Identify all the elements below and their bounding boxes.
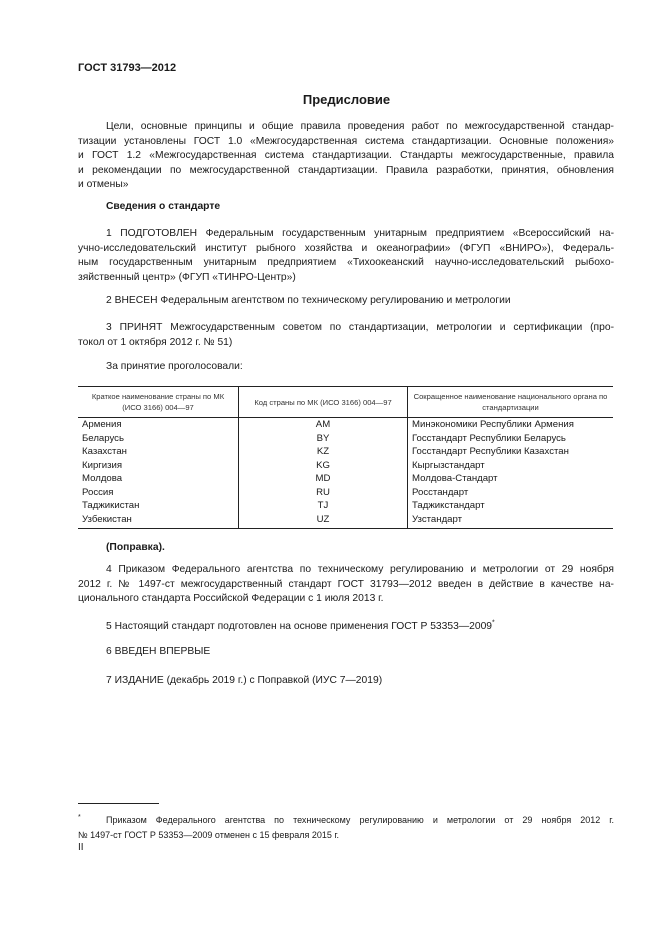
column-header-code: Код страны по МК (ИСО 3166) 004—97 bbox=[239, 387, 408, 418]
table-row bbox=[78, 486, 613, 500]
code-cell: MD bbox=[239, 472, 408, 486]
item-6-paragraph: 6 ВВЕДЕН ВПЕРВЫЕ bbox=[106, 646, 211, 657]
body-cell: Молдова-Стандарт bbox=[412, 473, 498, 484]
country-cell: Узбекистан bbox=[78, 513, 239, 529]
table-row bbox=[78, 499, 613, 513]
table-header-row bbox=[78, 387, 613, 418]
table-row bbox=[78, 432, 613, 446]
footnote-line: * Приказом Федерального агентства по техническому регулированию и метрологии от 29 ноября 2012 г. bbox=[78, 814, 614, 825]
intro-line: и рекомендации по межгосударственной стандартизации. Правила разработки, принятия, обновления bbox=[78, 164, 614, 176]
page-title: Предисловие bbox=[302, 92, 391, 107]
code-cell: AM bbox=[239, 418, 408, 432]
body-cell: Кыргызстандарт bbox=[412, 459, 485, 471]
column-header-country: Краткое наименование страны по МК (ИСО 3166) 004—97 bbox=[78, 387, 239, 418]
page-number: II bbox=[78, 842, 84, 853]
body-cell: Минэкономики Республики Армения bbox=[412, 419, 574, 430]
table-row bbox=[78, 445, 613, 459]
item-3-line: токол от 1 октября 2012 г. № 51) bbox=[78, 336, 233, 348]
item-7-paragraph: 7 ИЗДАНИЕ (декабрь 2019 г.) с Поправкой (ИУС 7—2019) bbox=[106, 675, 383, 686]
table-row bbox=[78, 513, 613, 529]
country-cell: Молдова bbox=[82, 473, 123, 484]
item-4-line: ционального стандарта Российской Федерации с 1 июля 2013 г. bbox=[78, 593, 384, 605]
voted-label: За принятие проголосовали: bbox=[106, 361, 243, 372]
item-1-line: ным государственным унитарным предприятием «Тихоокеанский научно-исследовательский рыбохо- bbox=[78, 257, 614, 269]
footnote-separator bbox=[78, 803, 159, 804]
item-1-line: зяйственный центр» (ФГУП «ТИНРО-Центр») bbox=[78, 271, 296, 283]
code-cell: TJ bbox=[239, 499, 408, 513]
item-1-paragraph bbox=[78, 227, 614, 285]
item-2-paragraph: 2 ВНЕСЕН Федеральным агентством по техническому регулированию и метрологии bbox=[106, 295, 511, 306]
country-cell: Казахстан bbox=[82, 446, 127, 457]
footnote-reference-mark: * bbox=[492, 619, 495, 627]
body-cell: Госстандарт Республики Беларусь bbox=[412, 432, 566, 444]
intro-line: Цели, основные принципы и общие правила проведения работ по межгосударственной стандар- bbox=[106, 121, 614, 132]
item-4-paragraph bbox=[78, 563, 614, 607]
item-1-line: 1 ПОДГОТОВЛЕН Федеральным государственным унитарным предприятием «Всероссийский на- bbox=[106, 228, 614, 239]
country-cell: Беларусь bbox=[82, 432, 124, 444]
body-cell: Узстандарт bbox=[408, 513, 614, 529]
table-row bbox=[78, 472, 613, 486]
body-cell: Госстандарт Республики Казахстан bbox=[412, 446, 569, 457]
code-cell: RU bbox=[239, 486, 408, 500]
voting-countries-table bbox=[78, 386, 613, 529]
country-cell: Киргизия bbox=[82, 459, 123, 471]
code-cell: UZ bbox=[239, 513, 408, 529]
code-cell: KG bbox=[239, 459, 408, 473]
item-3-line: 3 ПРИНЯТ Межгосударственным советом по стандартизации, метрологии и сертификации (про- bbox=[106, 322, 614, 333]
table-row bbox=[78, 459, 613, 473]
country-cell: Россия bbox=[82, 486, 114, 498]
item-5-paragraph: 5 Настоящий стандарт подготовлен на основе применения ГОСТ Р 53353—2009* bbox=[106, 619, 495, 632]
intro-line: и ГОСТ 1.2 «Межгосударственная система стандартизации. Стандарты межгосударственные, правила bbox=[78, 150, 614, 162]
item-1-line: учно-исследовательский институт рыбного хозяйства и океанографии» (ФГУП «ВНИРО»), Федераль- bbox=[78, 242, 614, 254]
body-cell: Росстандарт bbox=[412, 486, 469, 498]
document-code: ГОСТ 31793—2012 bbox=[78, 62, 177, 74]
intro-line: тизации установлены ГОСТ 1.0 «Межгосударственная система стандартизации. Основные положения» bbox=[78, 135, 614, 147]
item-4-line: 4 Приказом Федерального агентства по техническому регулированию и метрологии от 29 ноября bbox=[106, 564, 614, 575]
intro-paragraph bbox=[78, 120, 614, 193]
footnote bbox=[78, 813, 614, 843]
country-cell: Армения bbox=[82, 419, 122, 430]
amendment-note: (Поправка). bbox=[106, 542, 165, 553]
intro-line: и отмены» bbox=[78, 179, 129, 191]
column-header-body: Сокращенное наименование национального органа по стандартизации bbox=[408, 387, 614, 418]
code-cell: BY bbox=[239, 432, 408, 446]
footnote-line: № 1497-ст ГОСТ Р 53353—2009 отменен с 15 февраля 2015 г. bbox=[78, 830, 340, 840]
country-cell: Таджикистан bbox=[82, 500, 140, 511]
footnote-mark: * bbox=[78, 814, 81, 821]
item-4-line: 2012 г. № 1497-ст межгосударственный стандарт ГОСТ 31793—2012 введен в действие в качестве на- bbox=[78, 578, 614, 590]
code-cell: KZ bbox=[239, 445, 408, 459]
table-row bbox=[78, 418, 613, 432]
item-3-paragraph bbox=[78, 321, 614, 350]
section-heading: Сведения о стандарте bbox=[106, 201, 221, 212]
body-cell: Таджикстандарт bbox=[412, 500, 485, 511]
